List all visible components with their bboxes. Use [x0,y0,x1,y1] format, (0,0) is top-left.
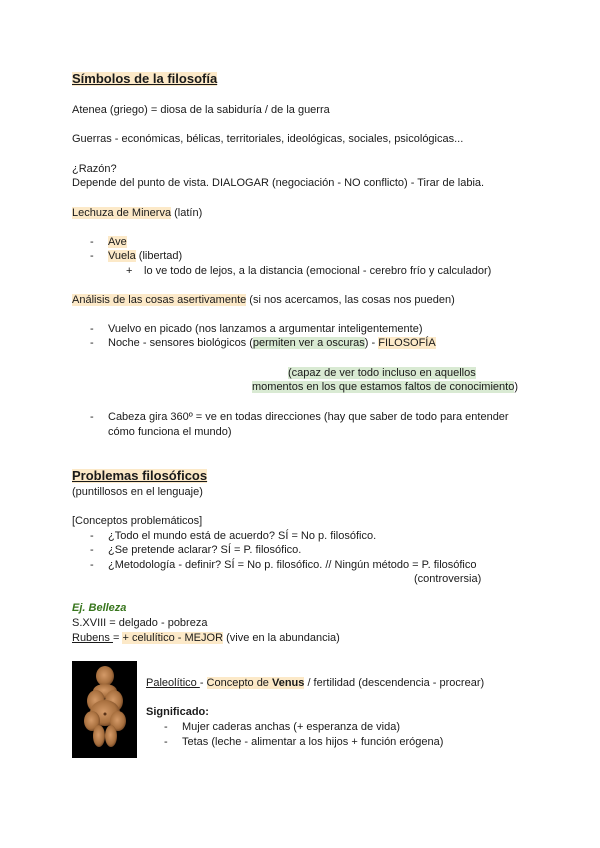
text-conceptos: [Conceptos problemáticos] [72,515,203,527]
bullet-dash: - [90,337,94,349]
text-tetas: Tetas (leche - alimentar a los hijos + función erógena) [182,736,444,748]
text-vuelvo: Vuelvo en picado (nos lanzamos a argumentar inteligentemente) [108,323,423,335]
text-atenea: Atenea (griego) = diosa de la sabiduría / de la guerra [72,104,330,116]
text-razon: ¿Razón? [72,163,117,175]
venus-willendorf-image [72,661,137,758]
paleo-dash: - [199,677,207,689]
text-q3: ¿Metodología - definir? SÍ = No p. filosófico. // Ningún método = P. filosófico [108,559,477,571]
lechuza-highlight: Lechuza de Minerva [72,207,172,219]
text-puntillosos: (puntillosos en el lenguaje) [72,486,203,498]
paleo-concepto: Concepto de [206,677,272,689]
text-noche [108,336,436,350]
bullet-dash: - [90,323,94,335]
text-ave [108,235,127,249]
bullet-dash: - [90,236,94,248]
rubens-rest: (vive en la abundancia) [223,632,340,644]
analisis-rest: (si nos acercamos, las cosas nos pueden) [246,294,455,306]
text-capaz-2 [252,380,518,394]
capaz-1-highlight: (capaz de ver todo incluso en aquellos [288,367,476,379]
capaz-2-highlight: momentos en los que estamos faltos de conocimiento [252,381,515,393]
lechuza-rest: (latín) [171,207,203,219]
vuela-rest: (libertad) [135,250,183,262]
bullet-dash: - [90,559,94,571]
section-title-simbolos: Símbolos de la filosofía [72,71,218,86]
text-rubens [72,631,340,645]
paleo-rest: / fertilidad (descendencia - procrear) [304,677,485,689]
text-capaz-1 [288,366,476,380]
bullet-dash: - [90,250,94,262]
ave-highlight: Ave [108,236,127,248]
text-paleolitico [146,676,484,690]
analisis-highlight: Análisis de las cosas asertivamente [72,294,247,306]
bullet-plus: + [126,265,133,277]
text-ej-belleza: Ej. Belleza [72,602,127,614]
text-sxviii: S.XVIII = delgado - pobreza [72,617,208,629]
paleo-venus: Venus [271,677,305,689]
text-lechuza [72,206,202,220]
bullet-dash: - [90,411,94,423]
text-q2: ¿Se pretende aclarar? SÍ = P. filosófico. [108,544,302,556]
text-analisis [72,293,455,307]
rubens-eq: = [112,632,123,644]
text-lejos: lo ve todo de lejos, a la distancia (emocional - cerebro frío y calculador) [144,265,492,277]
paleo-underlined: Paleolítico [146,677,200,689]
text-caderas: Mujer caderas anchas (+ esperanza de vida) [182,721,400,733]
text-depende: Depende del punto de vista. DIALOGAR (negociación - NO conflicto) - Tirar de labia. [72,177,485,189]
text-cabeza-2: cómo funciona el mundo) [108,426,232,438]
text-q1: ¿Todo el mundo está de acuerdo? SÍ = No p. filosófico. [108,530,377,542]
text-controversia: (controversia) [414,573,482,585]
bullet-dash: - [90,530,94,542]
text-cabeza-1: Cabeza gira 360º = ve en todas direcciones (hay que saber de todo para entender [108,411,509,423]
noche-b: ) - [364,337,379,349]
bullet-dash: - [90,544,94,556]
capaz-2-end: ) [514,381,518,393]
noche-a: Noche - sensores biológicos ( [108,337,253,349]
bullet-dash: - [164,721,168,733]
rubens-highlight: + celulítico - MEJOR [122,632,224,644]
text-vuela [108,249,182,263]
text-guerras: Guerras - económicas, bélicas, territoriales, ideológicas, sociales, psicológicas... [72,133,464,145]
vuela-highlight: Vuela [108,250,136,262]
section-title-problemas: Problemas filosóficos [72,468,208,483]
text-significado: Significado: [146,706,209,718]
bullet-dash: - [164,736,168,748]
rubens-name: Rubens [72,632,113,644]
noche-filosofia: FILOSOFÍA [378,337,436,349]
noche-highlight: permiten ver a oscuras [252,337,365,349]
